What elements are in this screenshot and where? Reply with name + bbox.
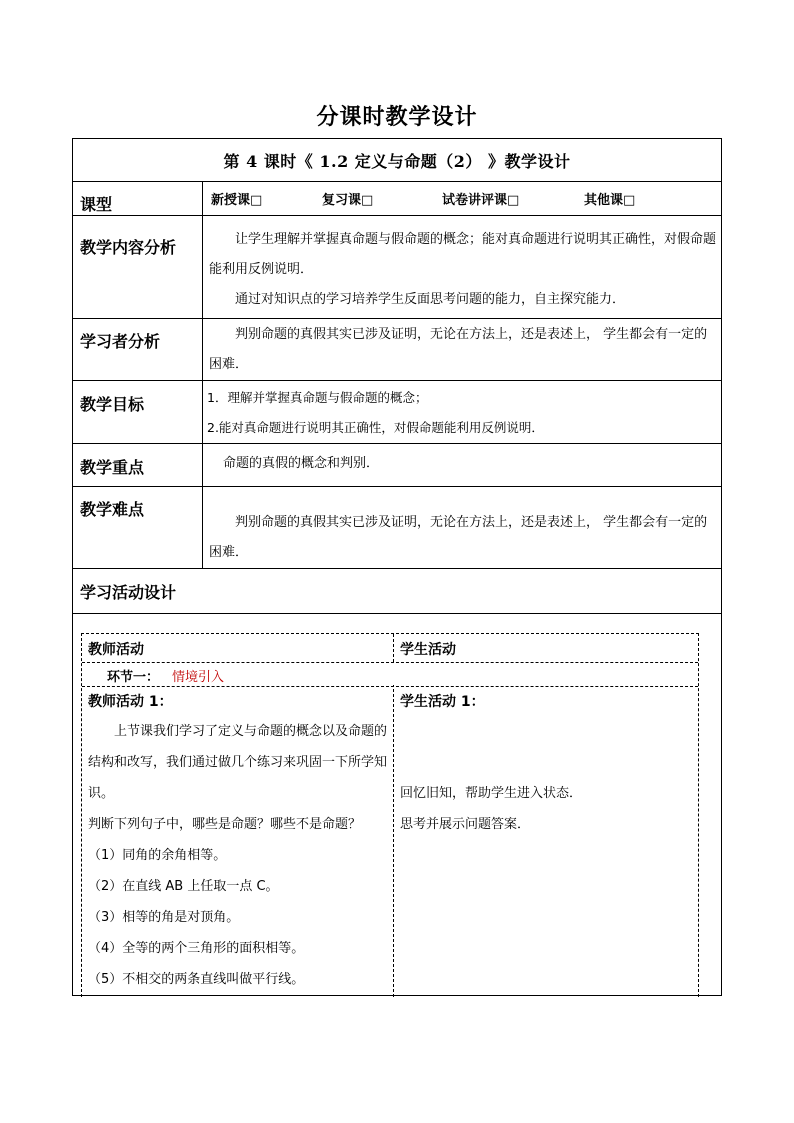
row-divider: [73, 215, 721, 216]
row-divider: [73, 486, 721, 487]
lesson-title: 第 4 课时《 1.2 定义与命题（2） 》教学设计: [223, 152, 571, 171]
objectives-list: [207, 383, 715, 443]
teacher-intro: 上节课我们学习了定义与命题的概念以及命题的结构和改写，我们通过做几个练习来巩固一下所学知识。: [88, 724, 388, 801]
learner-analysis-text: 判别命题的真假其实已涉及证明，无论在方法上，还是表述上， 学生都会有一定的困难．: [209, 327, 708, 372]
question-item: （3）相等的角是对顶角。: [88, 910, 240, 925]
content-analysis-label: 教学内容分析: [80, 238, 177, 257]
activity-table: [81, 633, 699, 997]
learner-analysis-label: 学习者分析: [80, 332, 161, 351]
row-divider: [73, 613, 721, 614]
course-type-option-other: 其他课□: [584, 193, 636, 208]
column-divider: [202, 181, 203, 568]
row-divider: [73, 568, 721, 569]
content-analysis-line: 通过对知识点的学习培养学生反面思考问题的能力，自主探究能力．: [235, 292, 626, 307]
row-divider: [73, 181, 721, 182]
course-type-label: 课型: [80, 195, 113, 214]
activity-design-label: 学习活动设计: [80, 583, 177, 602]
activity-column-divider: [393, 634, 394, 997]
row-divider: [73, 318, 721, 319]
lesson-plan-table: [72, 138, 722, 996]
course-type-option-new: 新授课□: [211, 193, 263, 208]
key-points-label: 教学重点: [80, 458, 145, 477]
question-item: （5）不相交的两条直线叫做平行线。: [88, 972, 305, 987]
key-points-text: 命题的真假的概念和判别．: [223, 456, 380, 471]
content-analysis-text: [209, 225, 717, 315]
difficulties-text: 判别命题的真假其实已涉及证明，无论在方法上，还是表述上， 学生都会有一定的困难．: [209, 515, 708, 560]
student-activity-title: 学生活动 1：: [400, 694, 485, 710]
question-item: （4）全等的两个三角形的面积相等。: [88, 941, 305, 956]
question-item: （1）同角的余角相等。: [88, 848, 227, 863]
stage-row: [83, 663, 697, 685]
stage-prefix: 环节一：: [107, 670, 160, 685]
row-divider: [73, 443, 721, 444]
row-divider: [73, 380, 721, 381]
student-activity-content: [400, 778, 690, 840]
difficulties-label: 教学难点: [80, 500, 145, 519]
document-title: 分课时教学设计: [316, 104, 478, 130]
student-activity-header: 学生活动: [400, 642, 456, 658]
question-prompt: 判断下列句子中，哪些是命题？哪些不是命题？: [88, 817, 362, 832]
objectives-label: 教学目标: [80, 395, 145, 414]
objective-item: 1．理解并掌握真命题与假命题的概念；: [207, 390, 428, 405]
teacher-activity-content: [88, 716, 388, 995]
content-analysis-line: 让学生理解并掌握真命题与假命题的概念；能对真命题进行说明其正确性，对假命题能利用反例说明．: [209, 232, 717, 277]
course-type-option-exam: 试卷讲评课□: [442, 193, 520, 208]
teacher-activity-header: 教师活动: [88, 642, 144, 658]
objective-item: 2.能对真命题进行说明其正确性，对假命题能利用反例说明．: [207, 420, 544, 435]
course-type-option-review: 复习课□: [322, 193, 374, 208]
question-item: （2）在直线 AB 上任取一点 C。: [88, 879, 279, 894]
student-line: 回忆旧知，帮助学生进入状态．: [400, 786, 583, 801]
teacher-activity-title: 教师活动 1：: [88, 694, 173, 710]
student-line: 思考并展示问题答案．: [400, 817, 531, 832]
stage-name: 情境引入: [172, 670, 225, 685]
activity-row-divider: [82, 686, 698, 687]
